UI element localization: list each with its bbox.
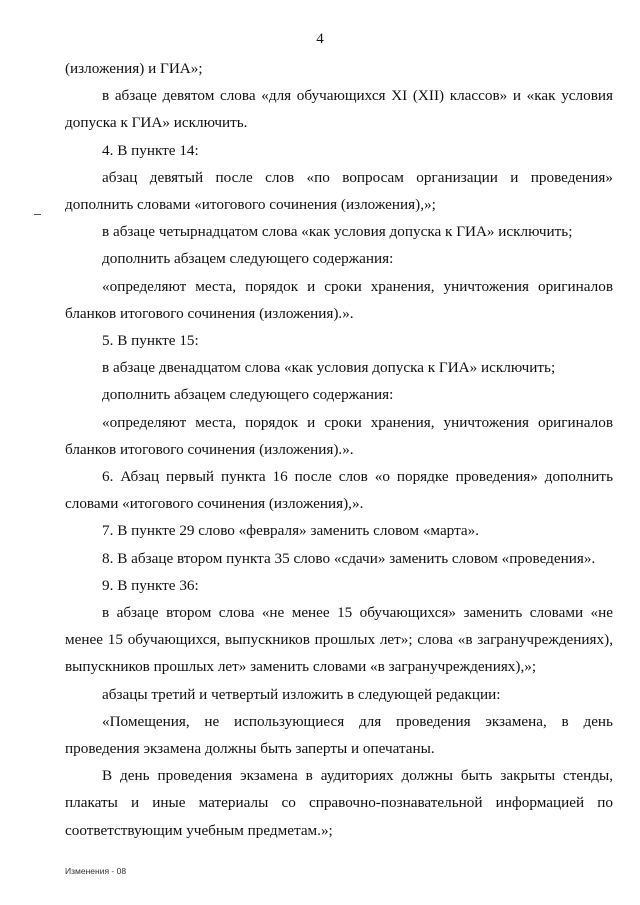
paragraph: 8. В абзаце втором пункта 35 слово «сдачи» заменить словом «проведения». (102, 549, 596, 567)
paragraph: в абзаце четырнадцатом слова «как условия допуска к ГИА» исключить; (102, 223, 573, 241)
page-number: 4 (316, 31, 324, 47)
paragraph: абзац девятый после слов «по вопросам организации и проведения» дополнить словами «итогового сочинения (изложения),»; (65, 168, 613, 214)
paragraph: в абзаце двенадцатом слова «как условия допуска к ГИА» исключить; (102, 359, 556, 377)
paragraph: 5. В пункте 15: (102, 332, 199, 350)
paragraph: В день проведения экзамена в аудиториях должны быть закрыты стенды, плакаты и иные материалы со справочно-познавательной информацией по соответствующим учебным предметам.»; (65, 767, 613, 839)
paragraph: в абзаце девятом слова «для обучающихся XI (XII) классов» и «как условия допуска к ГИА» исключить. (65, 87, 613, 132)
paragraph: «определяют места, порядок и сроки хранения, уничтожения оригиналов бланков итогового сочинения (изложения).». (65, 413, 613, 458)
paragraph: (изложения) и ГИА»; (65, 60, 203, 77)
paragraph: дополнить абзацем следующего содержания: (102, 250, 394, 268)
paragraph: 4. В пункте 14: (102, 141, 199, 159)
paragraph: дополнить абзацем следующего содержания: (102, 386, 394, 404)
margin-mark (34, 214, 41, 215)
paragraph: «определяют места, порядок и сроки хранения, уничтожения оригиналов бланков итогового сочинения (изложения).». (65, 277, 613, 322)
paragraph: «Помещения, не использующиеся для проведения экзамена, в день проведения экзамена должны быть заперты и опечатаны. (65, 712, 613, 758)
paragraph: 9. В пункте 36: (102, 576, 199, 594)
footer-note: Изменения - 08 (65, 866, 127, 876)
paragraph: 7. В пункте 29 слово «февраля» заменить словом «марта». (102, 522, 480, 540)
paragraph: 6. Абзац первый пункта 16 после слов «о порядке проведения» дополнить словами «итогового сочинения (изложения),». (65, 468, 613, 513)
paragraph: абзацы третий и четвертый изложить в следующей редакции: (102, 685, 501, 703)
document-body (65, 55, 613, 844)
paragraph: в абзаце втором слова «не менее 15 обучающихся» заменить словами «не менее 15 обучающихся, выпускников прошлых лет»; слова «в загранучреждениях), выпускников прошлых лет» заменить словами «в загранучреждениях),»; (65, 604, 613, 676)
